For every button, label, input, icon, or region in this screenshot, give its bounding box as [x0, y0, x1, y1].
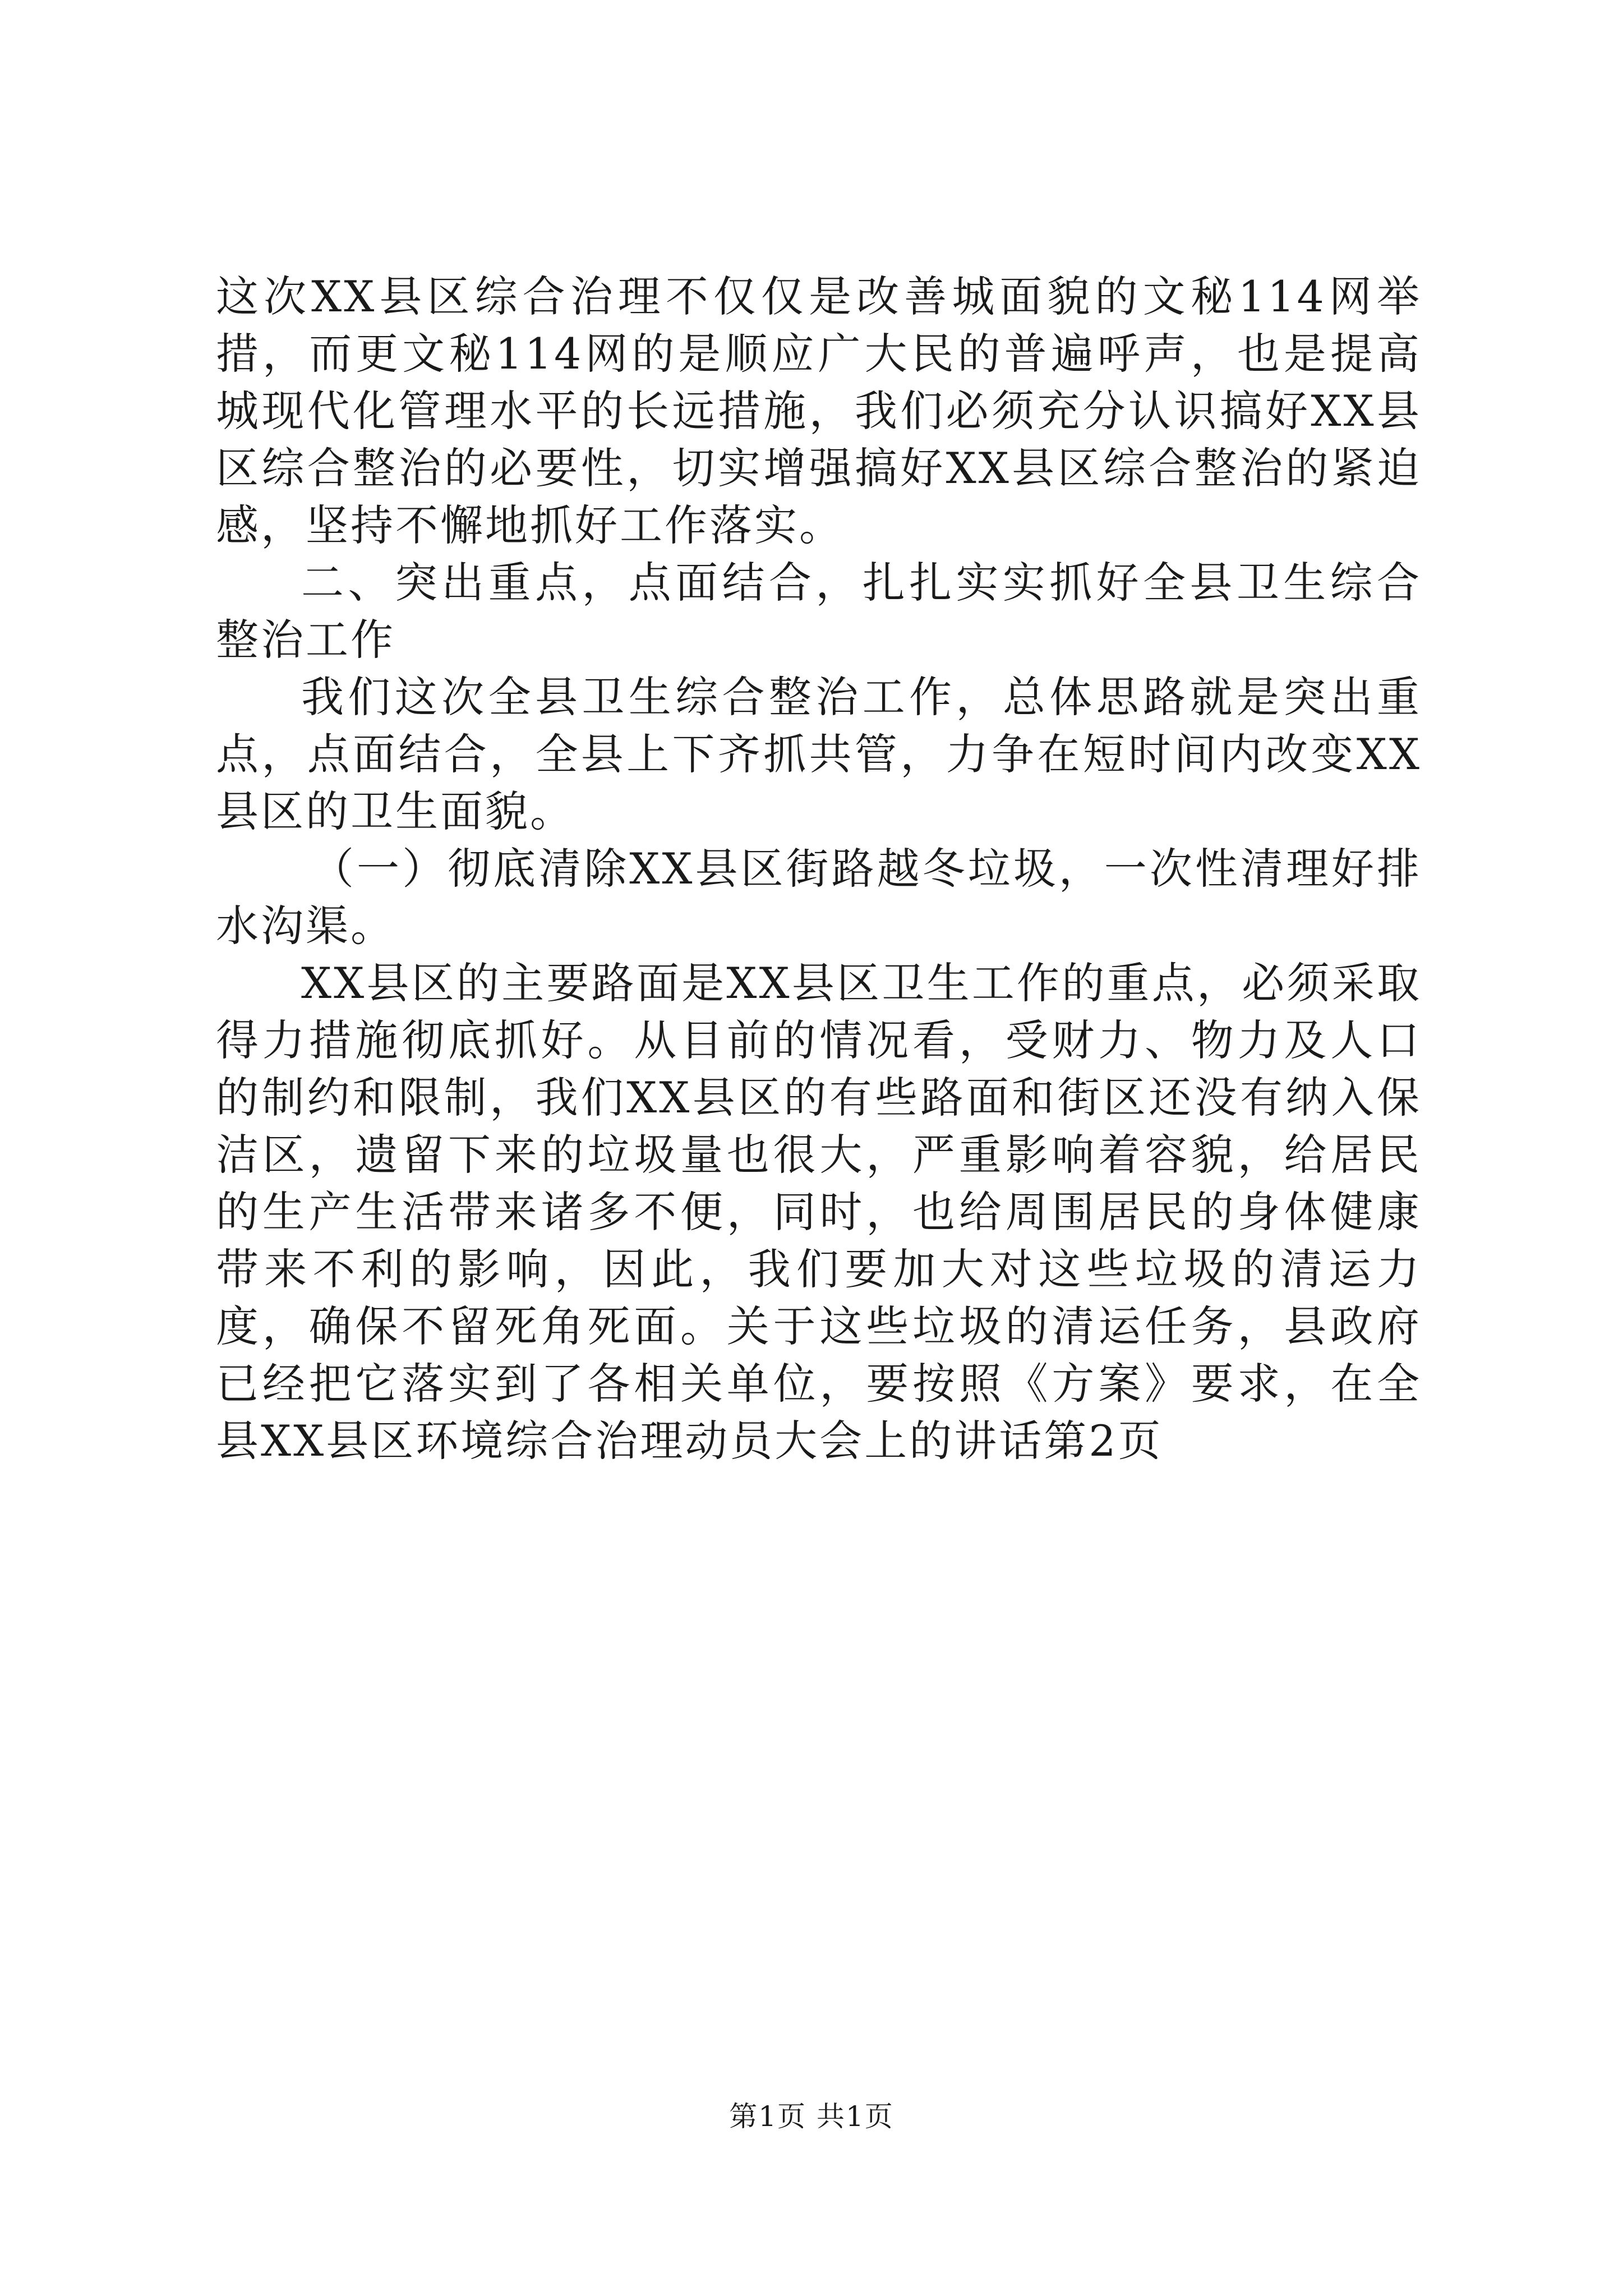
section-heading-two: 二、突出重点，点面结合，扎扎实实抓好全县卫生综合整治工作: [216, 558, 1422, 665]
paragraph-main-roads: XX县区的主要路面是XX县区卫生工作的重点，必须采取得力措施彻底抓好。从目前的情况看，受财力、物力及人口的制约和限制，我们XX县区的有些路面和街区还没有纳入保洁区，遗留下来的垃圾量也很大，严重影响着容貌，给居民的生产生活带来诸多不便，同时，也给周围居民的身体健康带来不利的影响，因此，我们要加大对这些垃圾的清运力度，确保不留死角死面。关于这些垃圾的清运任务，县政府已经把它落实到了各相关单位，要按照《方案》要求，在全县XX县区环境综合治理动员大会上的讲话第2页: [216, 958, 1422, 1466]
document-body: [216, 268, 1422, 1470]
paragraph-overview: 我们这次全县卫生综合整治工作，总体思路就是突出重点，点面结合，全县上下齐抓共管，力争在短时间内改变XX县区的卫生面貌。: [216, 672, 1422, 836]
page-footer: 第1页 共1页: [729, 2100, 894, 2133]
subsection-heading-one: （一）彻底清除XX县区街路越冬垃圾，一次性清理好排水沟渠。: [216, 844, 1422, 951]
paragraph-continuation: 这次XX县区综合治理不仅仅是改善城面貌的文秘114网举措，而更文秘114网的是顺应广大民的普遍呼声，也是提高城现代化管理水平的长远措施，我们必须充分认识搞好XX县区综合整治的必要性，切实增强搞好XX县区综合整治的紧迫感，坚持不懈地抓好工作落实。: [216, 272, 1422, 550]
